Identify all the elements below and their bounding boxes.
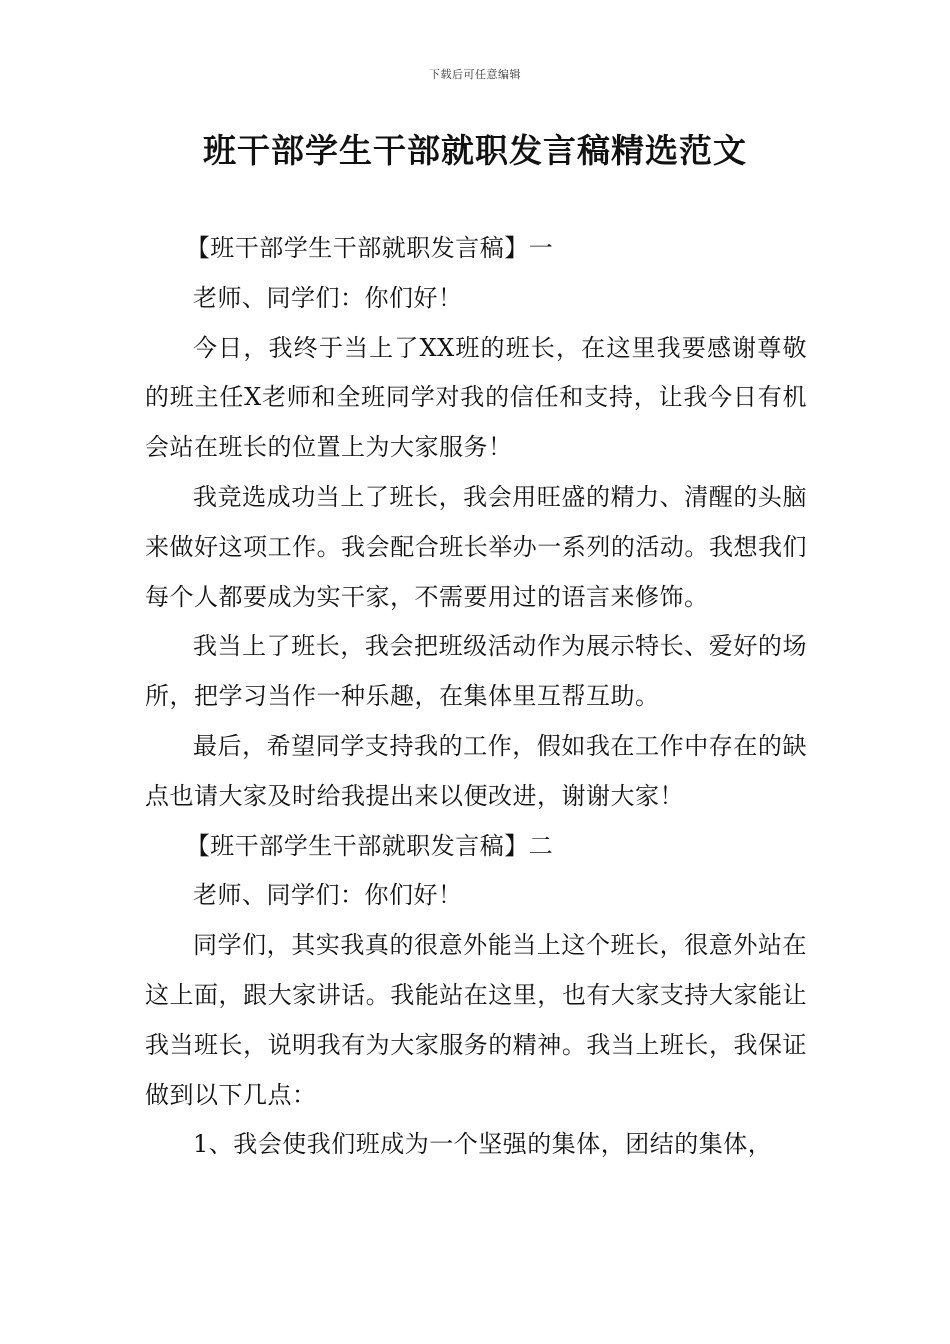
document-body — [145, 224, 807, 1170]
paragraph: 我竞选成功当上了班长，我会用旺盛的精力、清醒的头脑来做好这项工作。我会配合班长举办一系列的活动。我想我们每个人都要成为实干家，不需要用过的语言来修饰。 — [145, 482, 807, 611]
paragraph: 最后，希望同学支持我的工作，假如我在工作中存在的缺点也请大家及时给我提出来以便改进，谢谢大家！ — [145, 731, 807, 810]
header-note: 下载后可任意编辑 — [429, 68, 521, 81]
paragraph: 1、我会使我们班成为一个坚强的集体，团结的集体， — [193, 1130, 773, 1159]
paragraph: 我当上了班长，我会把班级活动作为展示特长、爱好的场所，把学习当作一种乐趣，在集体里互帮互助。 — [145, 632, 807, 711]
section-heading: 【班干部学生干部就职发言稿】一 — [185, 234, 554, 262]
paragraph: 老师、同学们：你们好！ — [193, 283, 463, 312]
paragraph: 老师、同学们：你们好！ — [193, 881, 463, 910]
paragraph: 同学们，其实我真的很意外能当上这个班长，很意外站在这上面，跟大家讲话。我能站在这里，也有大家支持大家能让我当班长，说明我有为大家服务的精神。我当上班长，我保证做到以下几点： — [145, 931, 807, 1109]
section-heading: 【班干部学生干部就职发言稿】二 — [185, 831, 554, 860]
document-title: 班干部学生干部就职发言稿精选范文 — [203, 131, 747, 170]
paragraph: 今日，我终于当上了XX班的班长，在这里我要感谢尊敬的班主任X老师和全班同学对我的信任和支持，让我今日有机会站在班长的位置上为大家服务！ — [145, 333, 807, 462]
